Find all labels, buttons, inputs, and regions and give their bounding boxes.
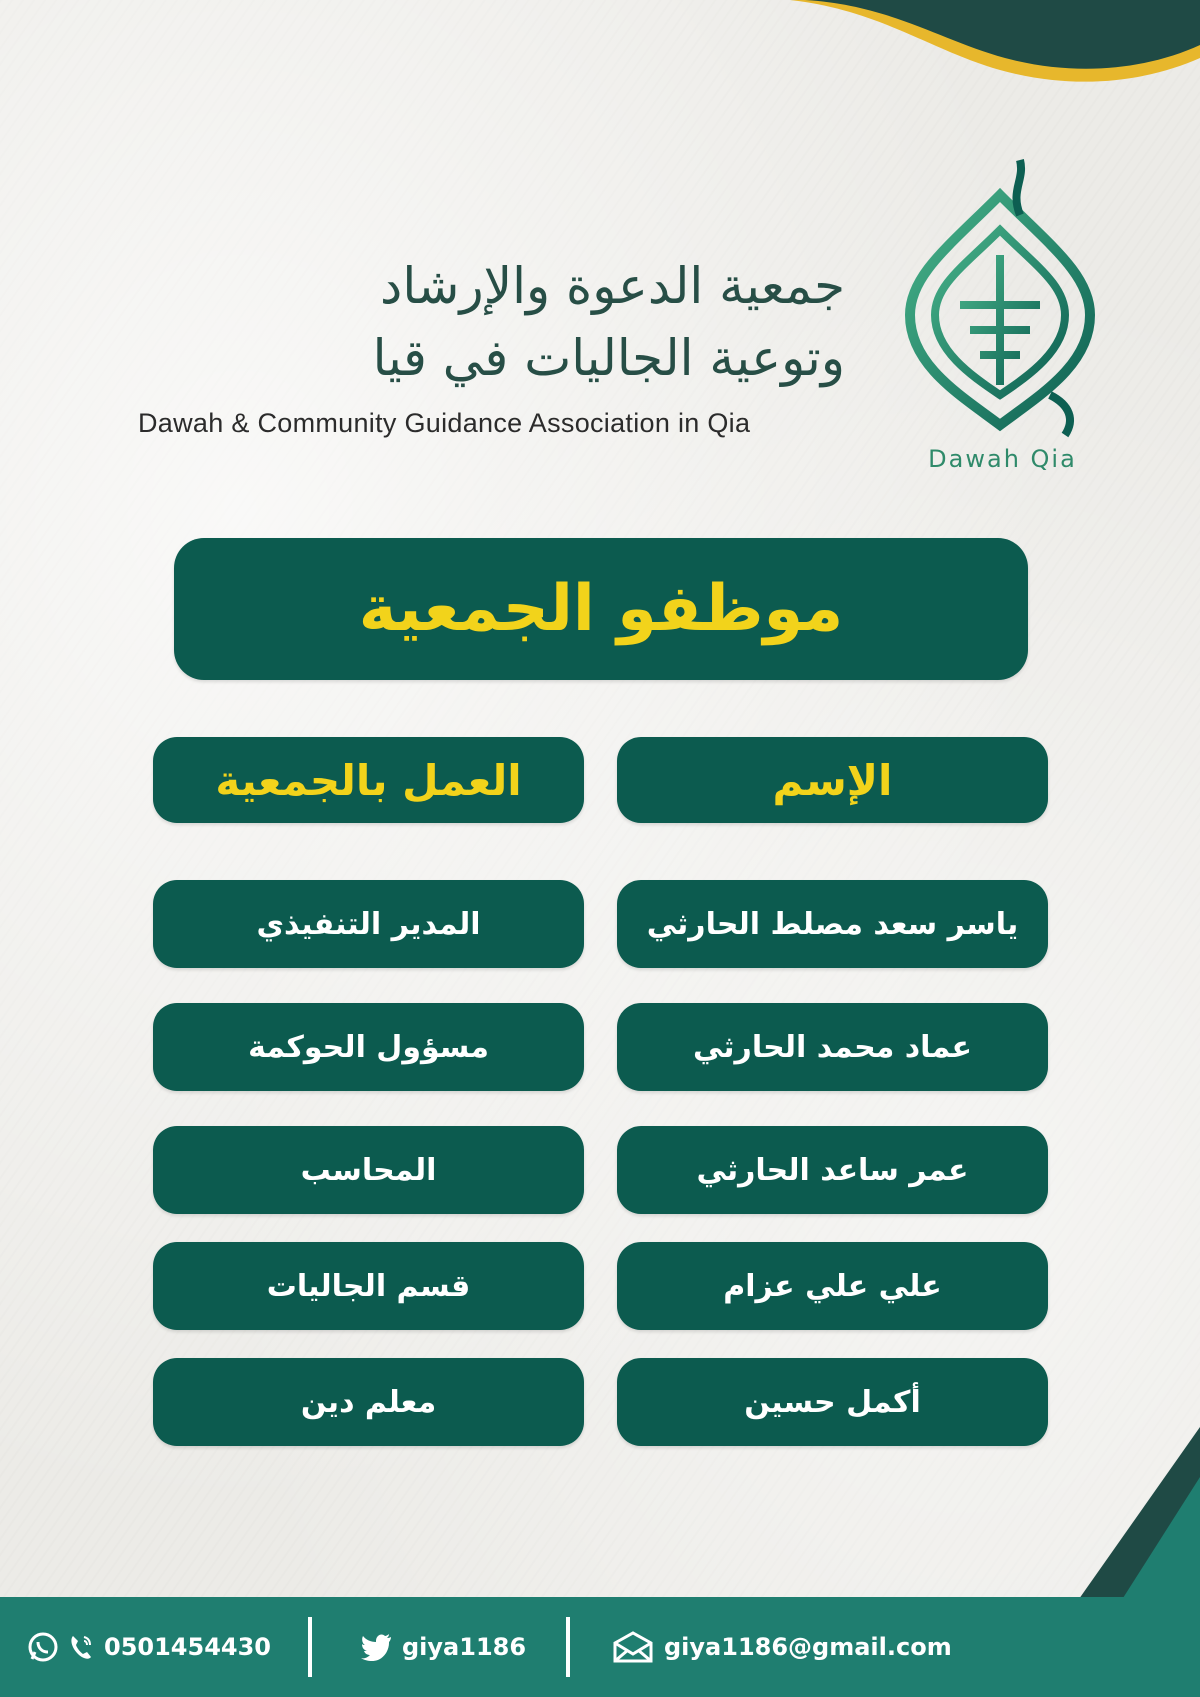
staff-name-cell	[617, 880, 1048, 968]
staff-name-cell	[617, 1126, 1048, 1214]
logo-icon	[900, 155, 1100, 445]
org-name-english: Dawah & Community Guidance Association in Qia	[138, 408, 751, 438]
staff-role-cell	[153, 1003, 584, 1091]
top-wave-decoration	[0, 0, 1200, 100]
twitter-handle: giya1186	[402, 1633, 527, 1661]
staff-role-cell	[153, 1358, 584, 1446]
staff-name-cell	[617, 1358, 1048, 1446]
org-name-line2: وتوعية الجاليات في قيا	[372, 329, 845, 387]
phone-icon	[68, 1633, 94, 1661]
org-name-line1: جمعية الدعوة والإرشاد	[380, 257, 845, 315]
name-column-header	[617, 737, 1048, 823]
logo-caption: Dawah Qia	[928, 445, 1077, 473]
phone-number: 0501454430	[104, 1633, 271, 1661]
email-icon	[612, 1631, 654, 1663]
phone-contact[interactable]	[28, 1597, 271, 1697]
staff-role: معلم دين	[300, 1384, 437, 1420]
staff-role: مسؤول الحوكمة	[248, 1029, 489, 1065]
staff-title-banner	[174, 538, 1028, 680]
name-column-label: الإسم	[772, 755, 893, 805]
whatsapp-icon	[28, 1632, 58, 1662]
twitter-icon	[360, 1633, 392, 1661]
staff-role-cell	[153, 880, 584, 968]
staff-name: ياسر سعد مصلط الحارثي	[646, 906, 1019, 942]
email-contact[interactable]	[612, 1597, 952, 1697]
org-name-arabic	[373, 250, 845, 394]
staff-title: موظفو الجمعية	[358, 572, 844, 646]
staff-role: قسم الجاليات	[266, 1268, 471, 1304]
staff-role-cell	[153, 1126, 584, 1214]
staff-name: أكمل حسين	[744, 1384, 921, 1420]
staff-role: المدير التنفيذي	[256, 906, 481, 942]
footer-divider	[308, 1617, 312, 1677]
email-address: giya1186@gmail.com	[664, 1633, 952, 1661]
staff-name-cell	[617, 1242, 1048, 1330]
contact-footer	[0, 1597, 1200, 1697]
role-column-header	[153, 737, 584, 823]
staff-name: علي علي عزام	[723, 1268, 942, 1304]
staff-name: عماد محمد الحارثي	[692, 1029, 973, 1065]
staff-role: المحاسب	[300, 1152, 437, 1188]
footer-divider	[566, 1617, 570, 1677]
staff-name-cell	[617, 1003, 1048, 1091]
role-column-label: العمل بالجمعية	[215, 755, 522, 805]
twitter-contact[interactable]	[360, 1597, 526, 1697]
staff-role-cell	[153, 1242, 584, 1330]
staff-name: عمر ساعد الحارثي	[696, 1152, 969, 1188]
